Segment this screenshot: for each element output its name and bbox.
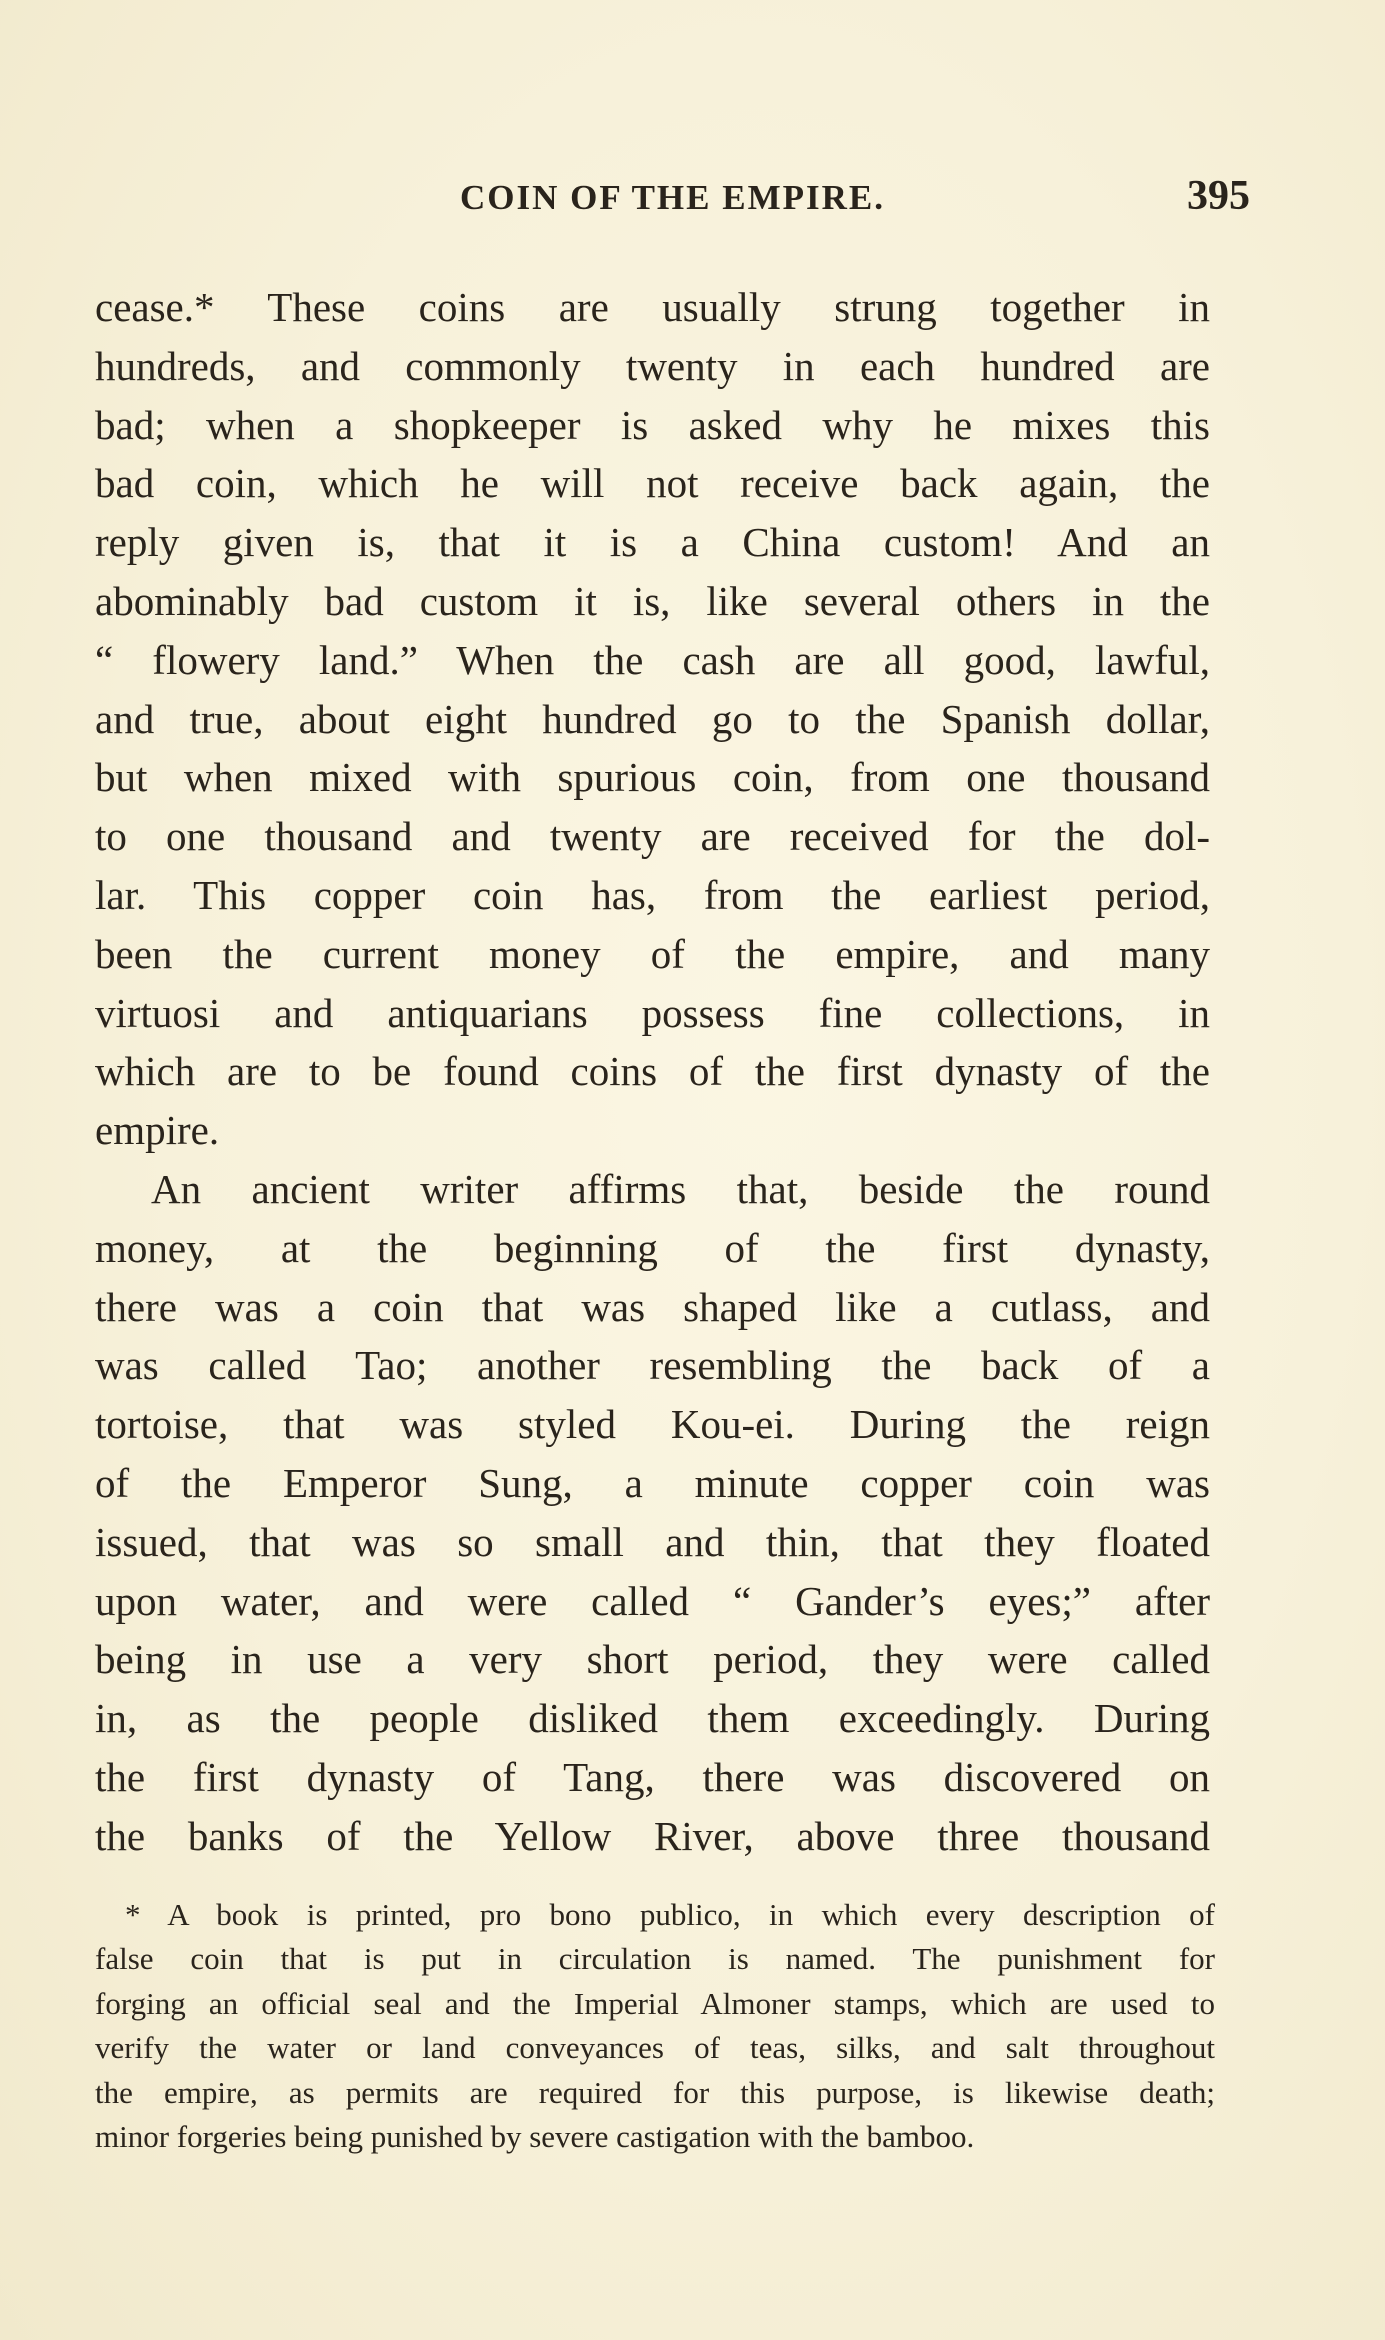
text-line: of the Emperor Sung, a minute copper coin was — [95, 1459, 1210, 1506]
running-title-text: COIN OF THE EMPIRE. — [460, 178, 885, 217]
footnote-line: the empire, as permits are required for this purpose, is likewise death; — [95, 2074, 1215, 2110]
text-line: bad coin, which he will not receive back again, the — [95, 460, 1210, 507]
footnote-line: verify the water or land conveyances of teas, silks, and salt throughout — [95, 2030, 1215, 2066]
text-line: in, as the people disliked them exceedingly. During — [95, 1695, 1210, 1742]
page-number: 395 — [1187, 173, 1250, 219]
text-line: issued, that was so small and thin, that they floated — [95, 1518, 1210, 1565]
text-line: virtuosi and antiquarians possess fine collections, in — [95, 989, 1210, 1036]
footnote-line: minor forgeries being punished by severe castigation with the bamboo. — [95, 2118, 975, 2154]
text-line: hundreds, and commonly twenty in each hundred are — [95, 342, 1210, 389]
text-line: the banks of the Yellow River, above three thousand — [95, 1812, 1210, 1859]
text-line: and true, about eight hundred go to the Spanish dollar, — [95, 695, 1210, 742]
text-line: being in use a very short period, they were called — [95, 1636, 1210, 1683]
footnote-line: * A book is printed, pro bono publico, in which every description of — [125, 1897, 1215, 1932]
text-line: money, at the beginning of the first dynasty, — [95, 1224, 1210, 1271]
text-line: which are to be found coins of the first dynasty of the — [95, 1048, 1210, 1095]
text-line: empire. — [95, 1107, 220, 1154]
text-line: “ flowery land.” When the cash are all good, lawful, — [95, 636, 1210, 683]
footnote — [95, 1893, 1215, 2159]
running-title — [95, 178, 1250, 218]
text-line: cease.* These coins are usually strung together in — [95, 284, 1210, 330]
body-text — [95, 278, 1210, 1866]
footnote-line: false coin that is put in circulation is named. The punishment for — [95, 1941, 1215, 1977]
text-line: An ancient writer affirms that, beside the round — [151, 1165, 1210, 1212]
text-line: tortoise, that was styled Kou-ei. During the reign — [95, 1401, 1210, 1448]
text-line: upon water, and were called “ Gander’s eyes;” after — [95, 1577, 1210, 1624]
text-line: bad; when a shopkeeper is asked why he mixes this — [95, 401, 1210, 448]
text-line: been the current money of the empire, and many — [95, 930, 1210, 977]
text-line: to one thousand and twenty are received for the dol- — [95, 813, 1210, 860]
text-line: abominably bad custom it is, like several others in the — [95, 577, 1210, 624]
text-line: but when mixed with spurious coin, from one thousand — [95, 754, 1210, 801]
running-head — [95, 173, 1250, 228]
footnote-line: forging an official seal and the Imperial Almoner stamps, which are used to — [95, 1985, 1215, 2021]
text-line: there was a coin that was shaped like a cutlass, and — [95, 1283, 1210, 1330]
text-line: lar. This copper coin has, from the earliest period, — [95, 871, 1210, 918]
text-line: was called Tao; another resembling the back of a — [95, 1342, 1210, 1389]
text-line: the first dynasty of Tang, there was discovered on — [95, 1753, 1210, 1800]
text-line: reply given is, that it is a China custom! And an — [95, 519, 1210, 566]
